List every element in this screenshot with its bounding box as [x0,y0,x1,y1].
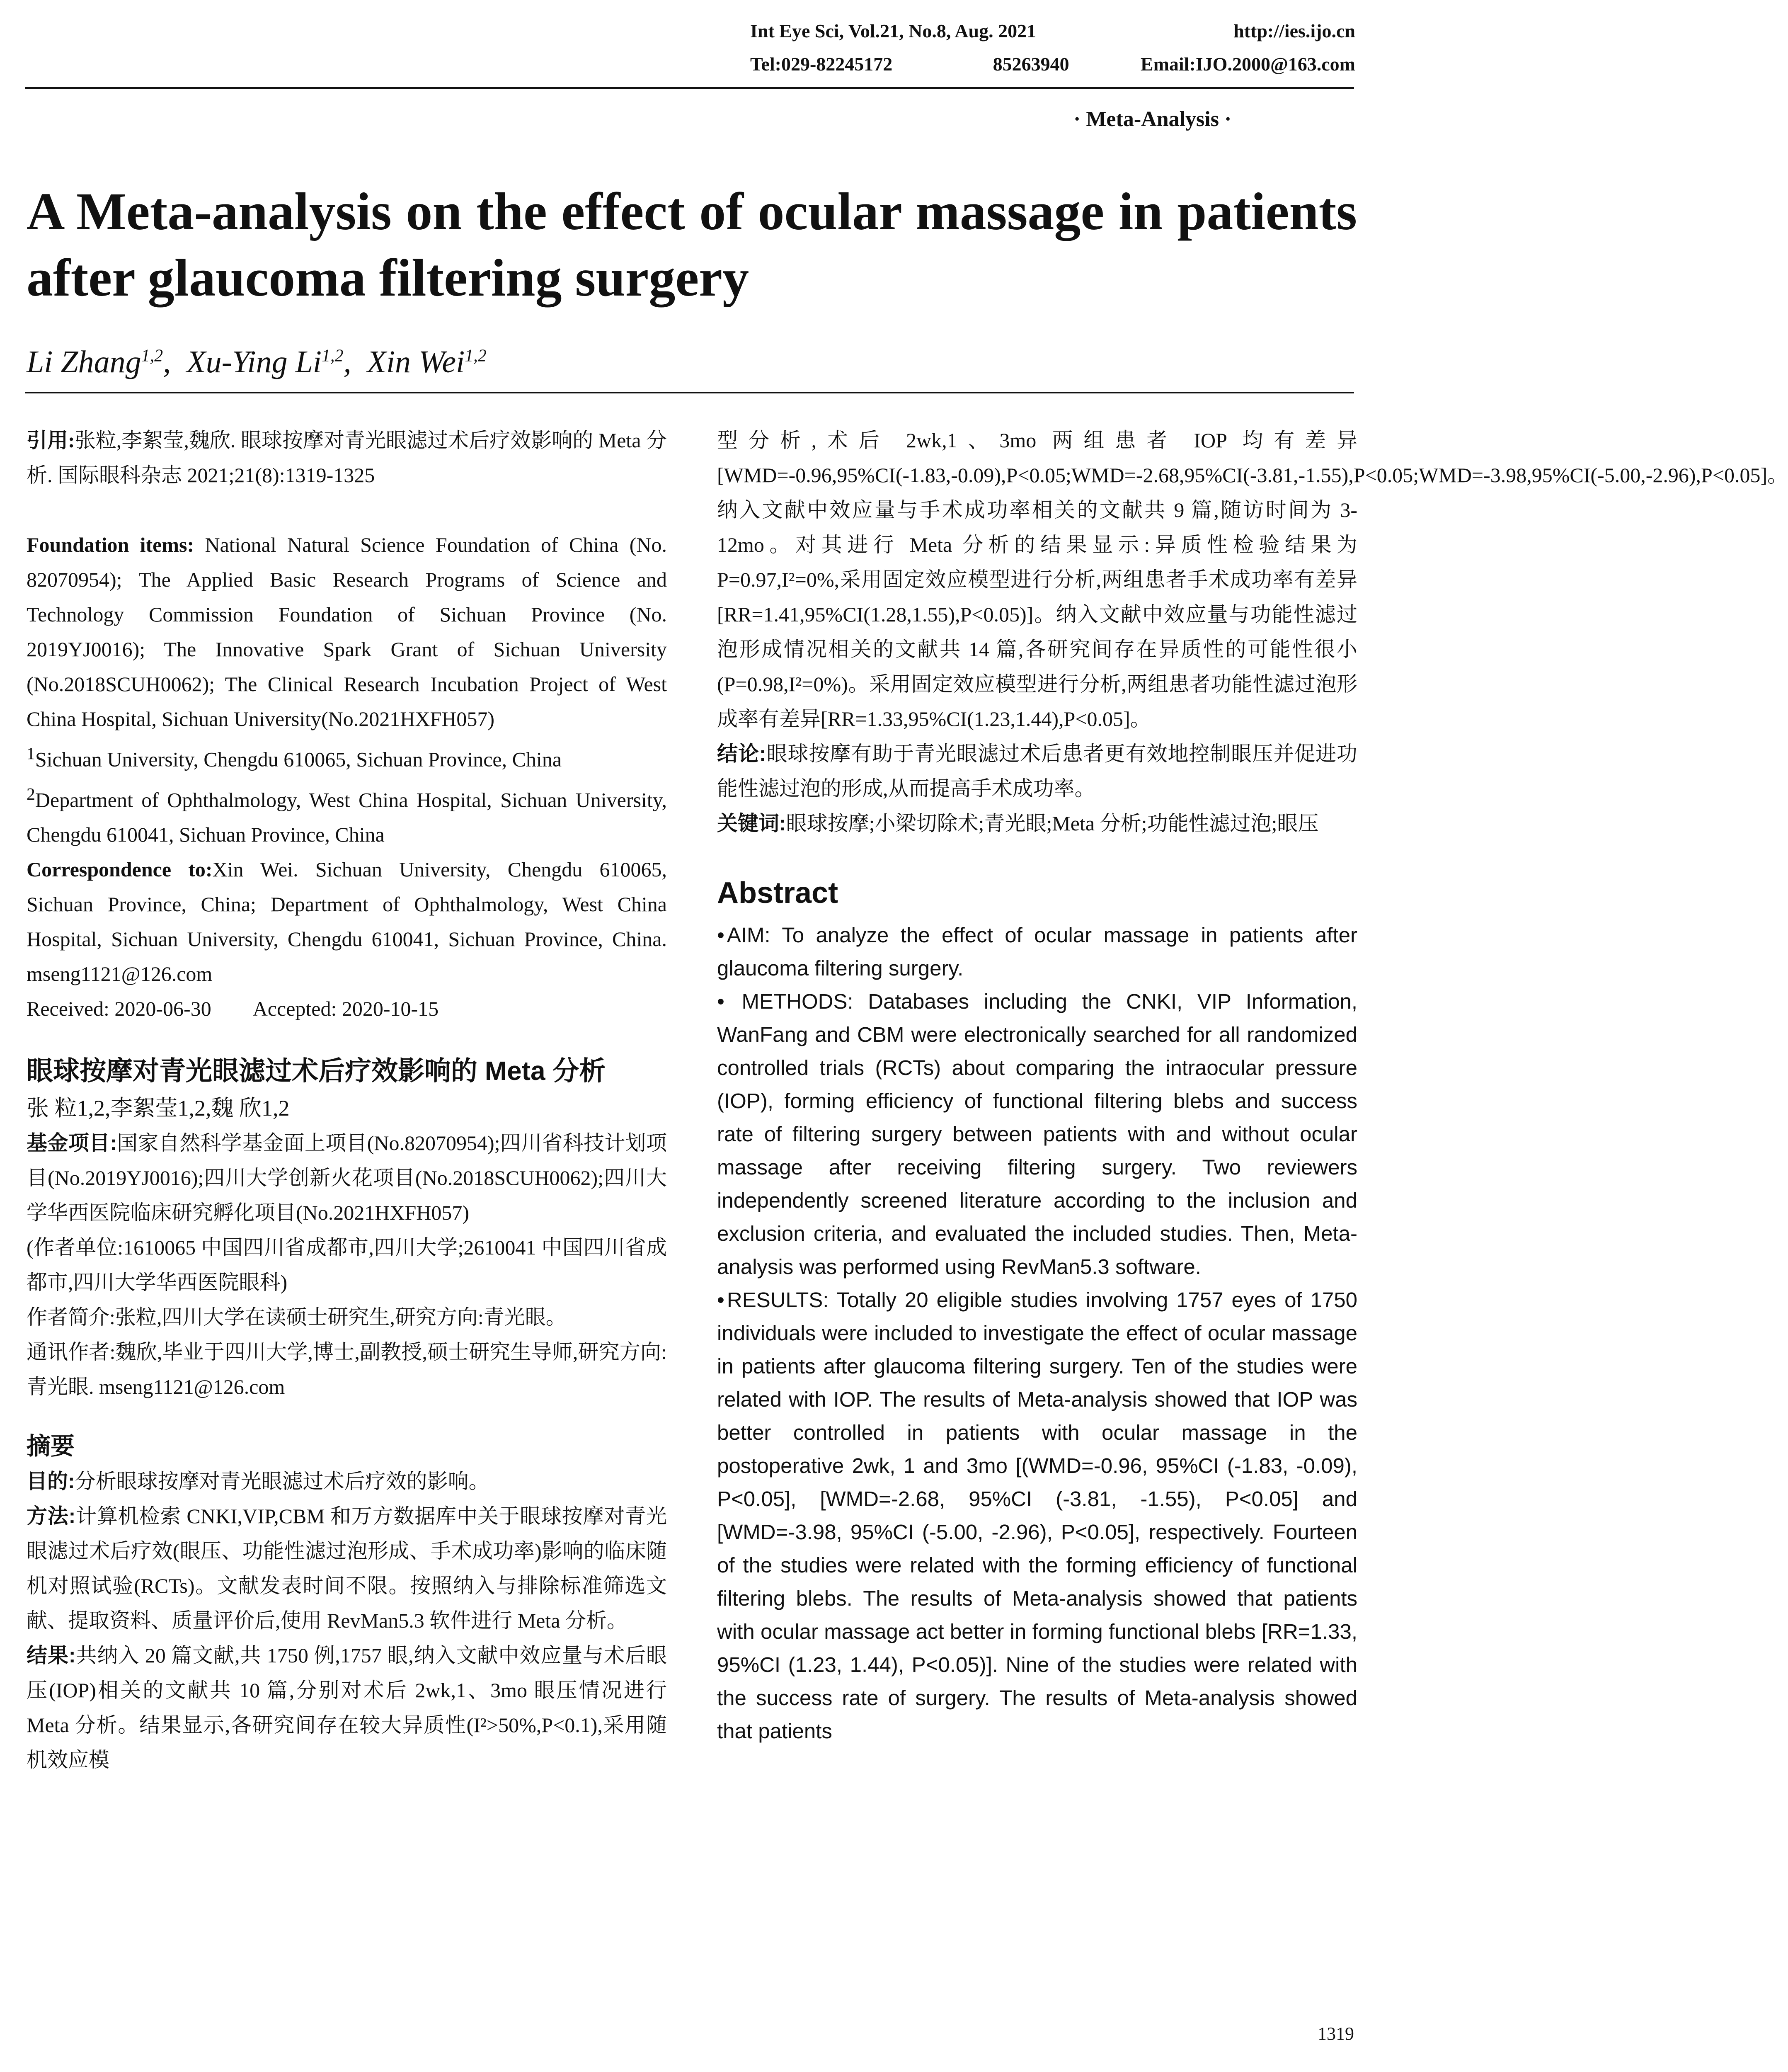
received-date: Received: 2020-06-30 [27,997,211,1021]
cite-text: 张粒,李絮莹,魏欣. 眼球按摩对青光眼滤过术后疗效影响的 Meta 分析. 国际眼科杂志 2021;21(8):1319-1325 [27,429,667,487]
aim-cn-label: 目的: [27,1470,75,1493]
corr-text: Xin Wei. Sichuan University, Chengdu 610065, Sichuan Province, China; Department of Ophthalmology, West China Hospital, Sichuan University, Chengdu 610041, Sichuan Province, China. mseng1121@126.com [27,858,667,986]
result-cn-block [27,1638,667,1777]
aim-block: • AIM: To analyze the effect of ocular massage in patients after glaucoma filtering surgery. [717,923,1358,980]
citation-block [27,423,667,493]
methods-text: Databases including the CNKI, VIP Information, WanFang and CBM were electronically searched for all randomized controlled trials (RCTs) about comparing the intraocular pressure (IOP), forming efficiency of functional filtering blebs and success rate of filtering surgery between patients with and without ocular massage after receiving filtering surgery. Two reviewers independently screened literature according to the inclusion and exclusion criteria, and evaluated the included studies. Then, Meta-analysis was performed using RevMan5.3 software. [717,990,1358,1279]
bio-text: 张粒,四川大学在读硕士研究生,研究方向:青光眼。 [115,1305,567,1329]
method-cn-block [27,1499,667,1638]
conclusion-cn-text: 眼球按摩有助于青光眼滤过术后患者更有效地控制眼压并促进功能性滤过泡的形成,从而提高手术成功率。 [717,742,1357,800]
section-tag: · Meta-Analysis · [1073,107,1232,131]
bio-label: 作者简介: [27,1305,115,1329]
keywords-cn-label: 关键词: [717,812,786,835]
corr-label: Correspondence to: [27,858,213,881]
dates-line [27,991,667,1026]
keywords-cn-block [717,806,1357,841]
results-text: Totally 20 eligible studies involving 1757 eyes of 1750 individuals were included to investigate the effect of ocular massage in patients after glaucoma filtering surgery. Ten of the studies were related with IOP. The results of Meta-analysis showed that IOP was better controlled in patients with ocular massage in the postoperative 2wk, 1 and 3mo [(WMD=-0.96, 95%CI (-1.83, -0.09), P<0.05], [WMD=-2.68, 95%CI (-3.81, -1.55), P<0.05] and [WMD=-3.98, 95%CI (-5.00, -2.96), P<0.05], respectively. Fourteen of the studies were related with the forming efficiency of functional filtering blebs. The results of Meta-analysis showed that patients with ocular massage act better in forming functional blebs [RR=1.33, 95%CI (1.23, 1.44), P<0.05)]. Nine of the studies were related with the success rate of surgery. The results of Meta-analysis showed that patients [717,1288,1357,1743]
author-affiliation: 1,2 [465,346,487,366]
aim-cn-text: 分析眼球按摩对青光眼滤过术后疗效的影响。 [75,1470,489,1493]
result-cn-continued: 型分析,术后 2wk,1、3mo 两组患者 IOP 均有差异[WMD=-0.96,95%CI(-1.83,-0.09),P<0.05;WMD=-2.68,95%CI(-3.81,-1.55),P<0.05;WMD=-3.98,95%CI(-5.00,-2.96),P<0.05]。纳入文献中效应量与手术成功率相关的文献共 9 篇,随访时间为 3-12mo。对其进行 Meta 分析的结果显示:异质性检验结果为 P=0.97,I²=0%,采用固定效应模型进行分析,两组患者手术成功率有差异[RR=1.41,95%CI(1.28,1.55),P<0.05)]。纳入文献中效应量与功能性滤过泡形成情况相关的文献共 14 篇,各研究间存在异质性的可能性很小(P=0.98,I²=0%)。采用固定效应模型进行分析,两组患者功能性滤过泡形成率有差异[RR=1.33,95%CI(1.23,1.44),P<0.05]。 [717,429,1788,730]
article-title: A Meta-analysis on the effect of ocular massage in patients after glaucoma filtering surgery [27,182,1357,307]
conclusion-cn-label: 结论: [717,742,766,765]
abstract-heading: Abstract [717,876,838,910]
corr-cn-text: 魏欣,毕业于四川大学,博士,副教授,硕士研究生导师,研究方向:青光眼. mseng1121@126.com [27,1340,667,1399]
foundation-block [27,527,667,736]
accepted-date: Accepted: 2020-10-15 [252,997,439,1021]
keywords-cn-text: 眼球按摩;小梁切除术;青光眼;Meta 分析;功能性滤过泡;眼压 [786,812,1319,835]
aff2-number: 2 [27,784,35,804]
method-cn-label: 方法: [27,1504,76,1528]
chinese-abstract-heading: 摘要 [27,1433,75,1460]
header-rule [25,87,1354,89]
author-rule [25,392,1354,393]
aim-text: To analyze the effect of ocular massage in patients after glaucoma filtering surgery. [717,923,1358,980]
result-cn-text: 共纳入 20 篇文献,共 1750 例,1757 眼,纳入文献中效应量与术后眼压(IOP)相关的文献共 10 篇,分别对术后 2wk,1、3mo 眼压情况进行 Meta 分析。结果显示,各研究间存在较大异质性(I²>50%,P<0.1),采用随机效应模 [27,1644,667,1772]
running-header-line1 [750,20,1355,49]
affiliation-1 [27,736,667,777]
results-block: • RESULTS: Totally 20 eligible studies involving 1757 eyes of 1750 individuals were included to investigate the effect of ocular massage in patients after glaucoma filtering surgery. Ten of the studies were related with IOP. The results of Meta-analysis showed that IOP was better controlled in patients with ocular massage in the postoperative 2wk, 1 and 3mo [(WMD=-0.96, 95%CI (-1.83, -0.09), P<0.05], [WMD=-2.68, 95%CI (-3.81, -1.55), P<0.05] and [WMD=-3.98, 95%CI (-5.00, -2.96), P<0.05], respectively. Fourteen of the studies were related with the forming efficiency of functional filtering blebs. The results of Meta-analysis showed that patients with ocular massage act better in forming functional blebs [RR=1.33, 95%CI (1.23, 1.44), P<0.05)]. Nine of the studies were related with the success rate of surgery. The results of Meta-analysis showed that patients [717,1288,1357,1743]
bio-block [27,1300,667,1334]
fund-label: 基金项目: [27,1131,117,1155]
aff1-text: Sichuan University, Chengdu 610065, Sichuan Province, China [35,747,562,771]
running-header-line2 [750,53,1355,82]
unit-block: (作者单位:1610065 中国四川省成都市,四川大学;2610041 中国四川省成都市,四川大学华西医院眼科) [27,1236,667,1294]
method-cn-text: 计算机检索 CNKI,VIP,CBM 和万方数据库中关于眼球按摩对青光眼滤过术后疗效(眼压、功能性滤过泡形成、手术成功率)影响的临床随机对照试验(RCTs)。文献发表时间不限。按照纳入与排除标准筛选文献、提取资料、质量评价后,使用 RevMan5.3 软件进行 Meta 分析。 [27,1504,667,1633]
correspondence-block [27,852,667,991]
conclusion-cn-block [717,736,1357,806]
methods-block: • METHODS: Databases including the CNKI, VIP Information, WanFang and CBM were electronically searched for all randomized controlled trials (RCTs) about comparing the intraocular pressure (IOP), forming efficiency of functional filtering blebs and success rate of filtering surgery between patients with and without ocular massage after receiving filtering surgery. Two reviewers independently screened literature according to the inclusion and exclusion criteria, and evaluated the included studies. Then, Meta-analysis was performed using RevMan5.3 software. [717,990,1358,1279]
result-cn-label: 结果: [27,1644,76,1667]
author-name: Li Zhang [27,345,141,379]
fund-block [27,1126,667,1230]
chinese-title: 眼球按摩对青光眼滤过术后疗效影响的 Meta 分析 [27,1056,606,1086]
results-label: RESULTS: [727,1288,829,1312]
corr-cn-label: 通讯作者: [27,1340,116,1364]
journal-tel: Tel:029-82245172 [750,53,893,75]
foundation-label: Foundation items: [27,533,194,556]
journal-url[interactable]: http://ies.ijo.cn [1233,20,1355,41]
foundation-text: National Natural Science Foundation of China (No. 82070954); The Applied Basic Research Programs of Science and Technology Commission Foundation of Sichuan Province (No. 2019YJ0016); The Innovative Spark Grant of Sichuan University (No.2018SCUH0062); The Clinical Research Incubation Project of West China Hospital, Sichuan University(No.2021HXFH057) [27,533,667,730]
right-column [717,423,1788,1748]
methods-label: METHODS: [741,990,853,1013]
author-affiliation: 1,2 [141,346,163,366]
corr-cn-block [27,1334,667,1404]
affiliation-2 [27,777,667,852]
journal-tel2: 85263940 [993,53,1069,75]
cite-label: 引用: [27,429,75,452]
aff2-text: Department of Ophthalmology, West China Hospital, Sichuan University, Chengdu 610041, Sichuan Province, China [27,788,667,847]
chinese-authors: 张 粒1,2,李絮莹1,2,魏 欣1,2 [27,1096,290,1121]
author-name: Xin Wei [367,345,465,379]
author-line: Li Zhang$^{1,2}$, Xu-Ying Li$^{1,2}$, Xin Wei$^{1,2}$ [27,345,487,379]
journal-citation: Int Eye Sci, Vol.21, No.8, Aug. 2021 [750,20,1037,41]
left-column [27,423,667,1777]
journal-email[interactable]: Email:IJO.2000@163.com [1140,53,1355,75]
author-name: Xu-Ying Li [187,345,322,379]
fund-text: 国家自然科学基金面上项目(No.82070954);四川省科技计划项目(No.2019YJ0016);四川大学创新火花项目(No.2018SCUH0062);四川大学华西医院临床研究孵化项目(No.2021HXFH057) [27,1131,667,1225]
page-number: 1319 [1318,2023,1354,2044]
aim-cn-block [27,1464,667,1499]
aff1-number: 1 [27,744,35,763]
aim-label: AIM: [727,923,770,947]
author-affiliation: 1,2 [322,346,344,366]
